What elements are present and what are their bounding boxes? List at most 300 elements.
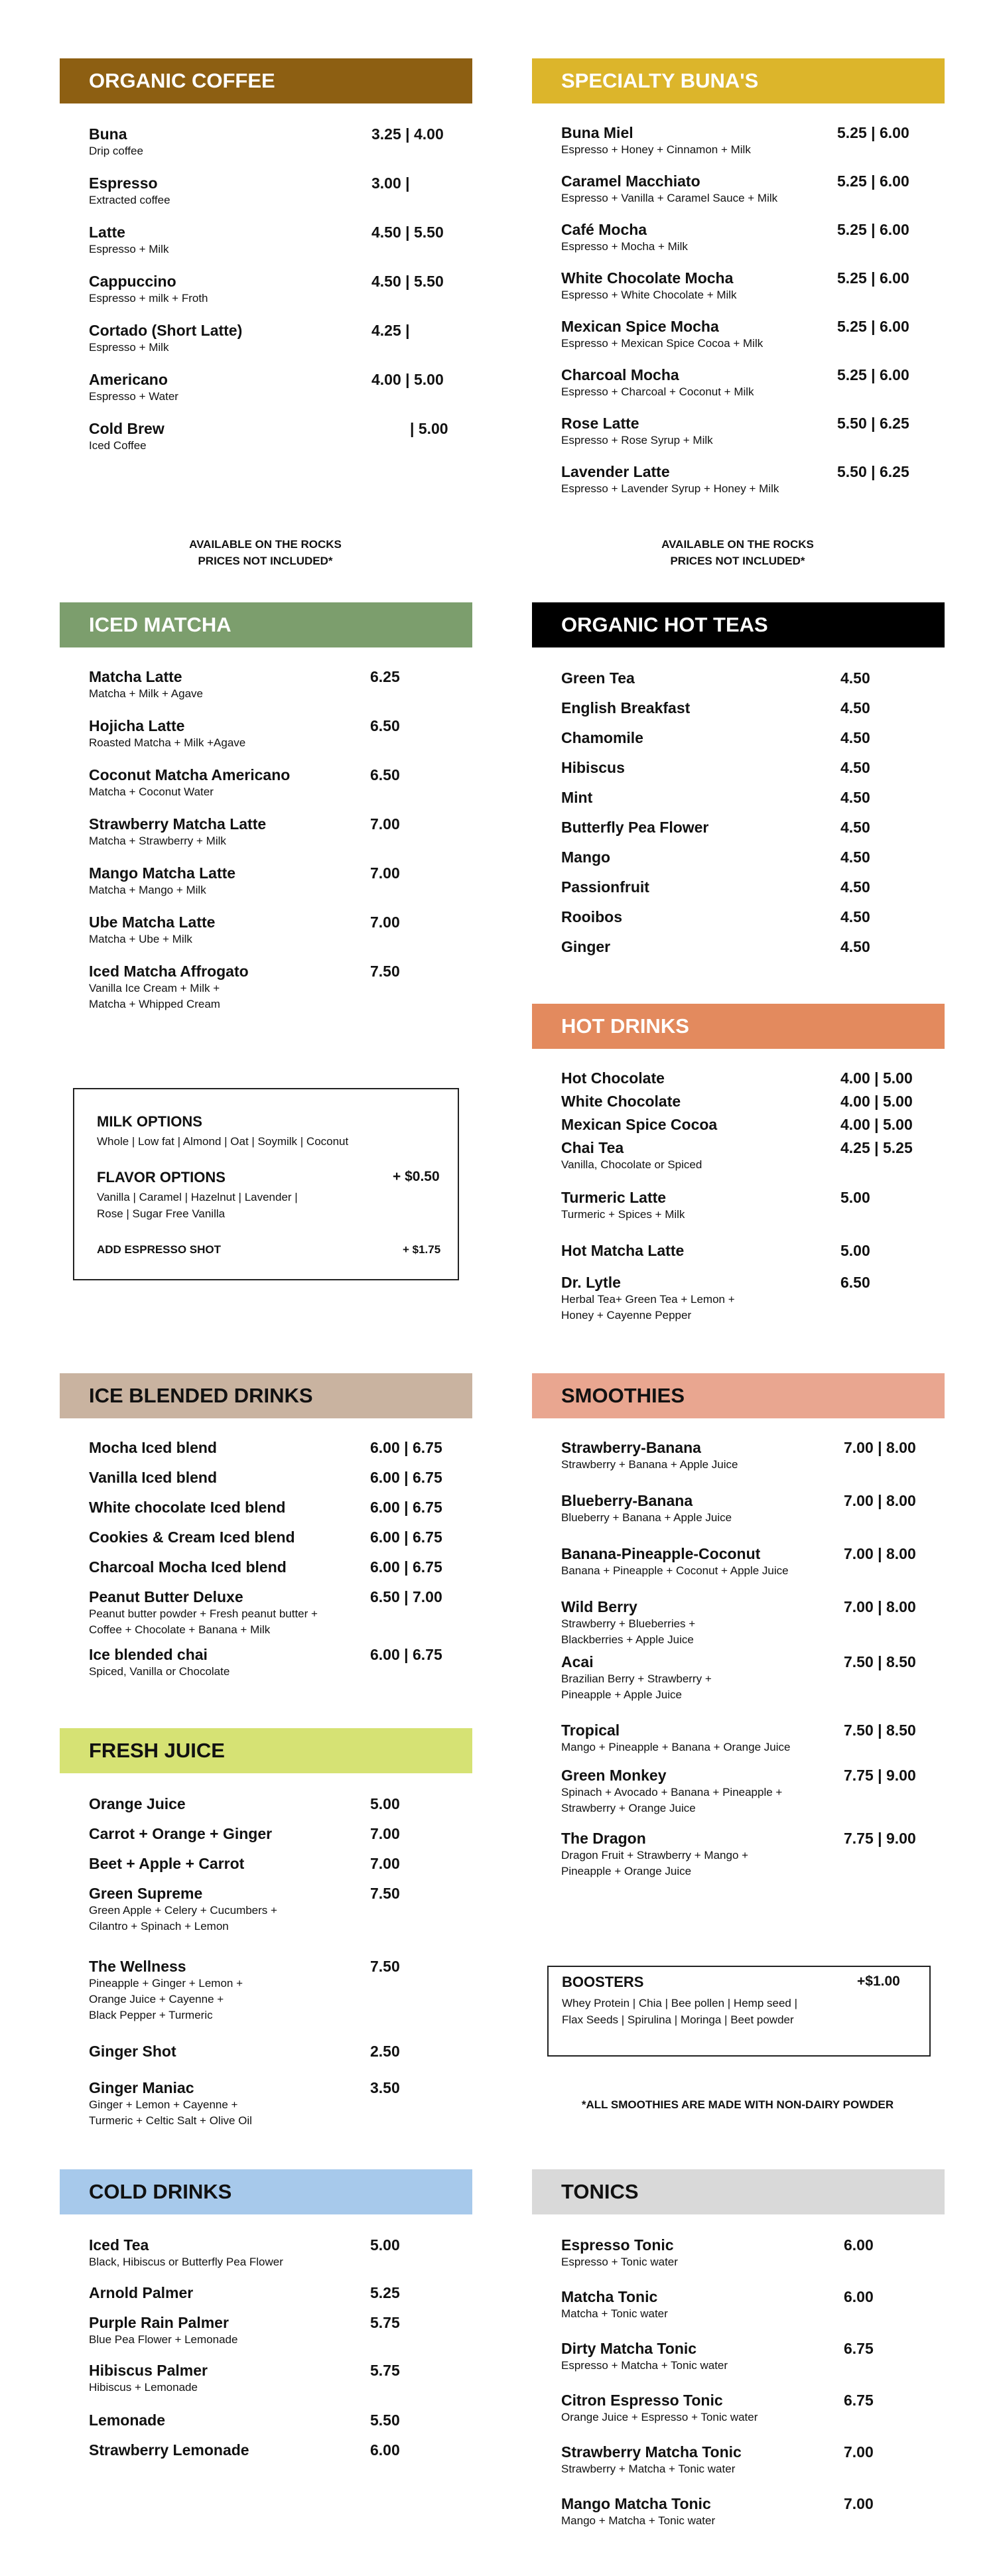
- boosters-title: BOOSTERS: [562, 1974, 644, 1990]
- section-header: ICED MATCHA: [60, 602, 472, 647]
- menu-item: [89, 125, 472, 159]
- milk-options-list: Whole | Low fat | Almond | Oat | Soymilk | Coconut: [97, 1135, 349, 1148]
- menu-item: [561, 220, 945, 255]
- menu-item: [89, 419, 472, 454]
- options-box: [73, 1088, 459, 1280]
- section-header: FRESH JUICE: [60, 1728, 472, 1773]
- section-organic-coffee: [60, 58, 472, 452]
- menu-item: [561, 2287, 945, 2322]
- menu-item: [89, 2078, 472, 2129]
- item-name: Strawberry Matcha Latte: [89, 815, 267, 833]
- item-description: Roasted Matcha + Milk +Agave: [89, 736, 246, 749]
- menu-item: [561, 462, 945, 497]
- section-header: ORGANIC COFFEE: [60, 58, 472, 103]
- item-price: 7.00: [844, 2443, 874, 2461]
- item-name: Purple Rain Palmer: [89, 2314, 229, 2331]
- item-price: 5.25 | 6.00: [837, 318, 909, 335]
- item-name: Arnold Palmer: [89, 2284, 194, 2301]
- item-price: 6.00: [844, 2236, 874, 2254]
- item-description: Strawberry + Blueberries + Blackberries + Apple Juice: [561, 1617, 696, 1646]
- item-price: 4.50 | 5.50: [371, 224, 444, 241]
- item-name: Strawberry Lemonade: [89, 2441, 249, 2459]
- item-description: Strawberry + Matcha + Tonic water: [561, 2463, 736, 2475]
- smoothies-non-dairy-note: *ALL SMOOTHIES ARE MADE WITH NON-DAIRY POWDER: [581, 2098, 894, 2111]
- item-price: 5.50 | 6.25: [837, 463, 909, 480]
- item-name: English Breakfast: [561, 699, 691, 716]
- item-description: Orange Juice + Espresso + Tonic water: [561, 2411, 758, 2423]
- item-name: Charcoal Mocha Iced blend: [89, 1558, 287, 1576]
- menu-item: [89, 1645, 472, 1680]
- menu-item: [561, 669, 945, 687]
- item-description: Espresso + Mocha + Milk: [561, 240, 688, 253]
- milk-options-title: MILK OPTIONS: [97, 1113, 202, 1130]
- menu-item: [89, 1468, 472, 1487]
- item-description: Espresso + Matcha + Tonic water: [561, 2359, 728, 2372]
- section-hot-drinks: [532, 1004, 945, 1322]
- item-name: Cookies & Cream Iced blend: [89, 1528, 295, 1546]
- item-description: Spiced, Vanilla or Chocolate: [89, 1665, 230, 1678]
- item-name: Vanilla Iced blend: [89, 1469, 218, 1486]
- espresso-shot-price: + $1.75: [403, 1243, 441, 1256]
- menu-item: [89, 2042, 472, 2061]
- item-price: 7.75 | 9.00: [844, 1767, 916, 1784]
- item-name: Wild Berry: [561, 1598, 637, 1615]
- item-name: Hibiscus: [561, 759, 625, 776]
- item-description: Green Apple + Celery + Cucumbers + Cilantro + Spinach + Lemon: [89, 1904, 277, 1932]
- item-name: Green Tea: [561, 669, 635, 687]
- item-name: Hot Chocolate: [561, 1069, 665, 1087]
- item-price: 7.50: [370, 1885, 400, 1902]
- menu-item: [561, 2391, 945, 2425]
- section-header: HOT DRINKS: [532, 1004, 945, 1049]
- item-name: Caramel Macchiato: [561, 172, 700, 190]
- boosters-list: Whey Protein | Chia | Bee pollen | Hemp seed | Flax Seeds | Spirulina | Moringa | Beet powder: [562, 1997, 798, 2026]
- item-description: Pineapple + Ginger + Lemon + Orange Juice + Cayenne + Black Pepper + Turmeric: [89, 1977, 243, 2021]
- section-header: SMOOTHIES: [532, 1373, 945, 1418]
- item-description: Peanut butter powder + Fresh peanut butter + Coffee + Chocolate + Banana + Milk: [89, 1607, 318, 1636]
- item-price: 7.00: [844, 2495, 874, 2512]
- item-name: White chocolate Iced blend: [89, 1499, 286, 1516]
- item-description: Espresso + Lavender Syrup + Honey + Milk: [561, 482, 779, 495]
- menu-item: [89, 1957, 472, 2023]
- item-description: Matcha + Mango + Milk: [89, 884, 206, 896]
- menu-item: [89, 962, 472, 1012]
- item-name: Banana-Pineapple-Coconut: [561, 1545, 761, 1562]
- item-price: 5.75: [370, 2314, 400, 2331]
- menu-item: [561, 1597, 945, 1648]
- section-header: ICE BLENDED DRINKS: [60, 1373, 472, 1418]
- item-description: Espresso + Tonic water: [561, 2256, 678, 2268]
- flavor-options-title: FLAVOR OPTIONS: [97, 1169, 226, 1186]
- menu-item: [561, 1721, 945, 1755]
- item-price: 4.50: [840, 819, 870, 836]
- menu-item: [89, 766, 472, 800]
- menu-item: [561, 414, 945, 448]
- menu-item: [561, 1115, 945, 1134]
- item-price: 5.75: [370, 2362, 400, 2379]
- item-name: Coconut Matcha Americano: [89, 766, 291, 783]
- menu-item: [561, 317, 945, 352]
- item-name: Espresso Tonic: [561, 2236, 674, 2254]
- menu-item: [89, 1558, 472, 1576]
- item-name: Matcha Tonic: [561, 2288, 658, 2305]
- item-name: Charcoal Mocha: [561, 366, 679, 383]
- menu-item: [89, 2313, 472, 2348]
- item-name: Strawberry Matcha Tonic: [561, 2443, 742, 2461]
- item-name: Hibiscus Palmer: [89, 2362, 208, 2379]
- item-price: 2.50: [370, 2043, 400, 2060]
- menu-item: [89, 2361, 472, 2396]
- item-name: Mango: [561, 848, 611, 866]
- menu-item: [561, 1273, 945, 1323]
- menu-item: [89, 321, 472, 356]
- item-price: 6.25: [370, 668, 400, 685]
- item-price: 7.00 | 8.00: [844, 1598, 916, 1615]
- item-price: 4.50 | 5.50: [371, 273, 444, 290]
- item-price: 4.50: [840, 848, 870, 866]
- item-price: 4.00 | 5.00: [840, 1093, 913, 1110]
- menu-item: [561, 172, 945, 206]
- item-name: Dr. Lytle: [561, 1274, 621, 1291]
- boosters-price: +$1.00: [857, 1974, 900, 1989]
- menu-item: [561, 1491, 945, 1526]
- item-name: Chai Tea: [561, 1139, 624, 1156]
- item-name: Americano: [89, 371, 168, 388]
- item-description: Brazilian Berry + Strawberry + Pineapple + Apple Juice: [561, 1672, 712, 1701]
- item-description: Banana + Pineapple + Coconut + Apple Juice: [561, 1564, 789, 1577]
- menu-item: [89, 223, 472, 257]
- menu-item: [561, 1653, 945, 1703]
- menu-item: [561, 1241, 945, 1260]
- item-description: Hibiscus + Lemonade: [89, 2381, 198, 2394]
- menu-item: [89, 1438, 472, 1457]
- menu-item: [561, 1829, 945, 1879]
- item-price: 5.00: [840, 1189, 870, 1206]
- menu-item: [89, 1854, 472, 1873]
- menu-item: [89, 1528, 472, 1546]
- menu-item: [89, 1884, 472, 1934]
- menu-item: [89, 2236, 472, 2270]
- item-name: Strawberry-Banana: [561, 1439, 701, 1456]
- item-description: Dragon Fruit + Strawberry + Mango + Pineapple + Orange Juice: [561, 1849, 749, 1877]
- item-name: Turmeric Latte: [561, 1189, 667, 1206]
- item-price: 4.50: [840, 789, 870, 806]
- item-description: Drip coffee: [89, 145, 143, 157]
- item-description: Extracted coffee: [89, 194, 170, 206]
- flavor-options-list: Vanilla | Caramel | Hazelnut | Lavender | Rose | Sugar Free Vanilla: [97, 1191, 298, 1220]
- item-price: 4.50: [840, 699, 870, 716]
- section-header: COLD DRINKS: [60, 2169, 472, 2214]
- item-price: 6.50: [370, 766, 400, 783]
- item-name: Mint: [561, 789, 593, 806]
- menu-item: [561, 728, 945, 747]
- item-price: 3.00 |: [371, 174, 410, 192]
- section-fresh-juice: [60, 1728, 472, 2127]
- item-name: Lemonade: [89, 2411, 166, 2429]
- item-price: 5.25 | 6.00: [837, 124, 909, 141]
- item-description: Espresso + Honey + Cinnamon + Milk: [561, 143, 751, 156]
- menu-item: [561, 1766, 945, 1816]
- item-price: 7.50: [370, 1958, 400, 1975]
- item-price: 7.00: [370, 914, 400, 931]
- item-price: 7.00: [370, 1825, 400, 1842]
- item-price: 4.50: [840, 669, 870, 687]
- item-price: 5.50 | 6.25: [837, 415, 909, 432]
- item-name: Green Monkey: [561, 1767, 667, 1784]
- item-name: Dirty Matcha Tonic: [561, 2340, 697, 2357]
- item-name: Rooibos: [561, 908, 622, 925]
- menu-item: [561, 269, 945, 303]
- item-description: Turmeric + Spices + Milk: [561, 1208, 685, 1221]
- item-name: Iced Matcha Affrogato: [89, 963, 249, 980]
- item-price: 6.00: [370, 2441, 400, 2459]
- item-price: 7.00 | 8.00: [844, 1492, 916, 1509]
- menu-item: [561, 848, 945, 866]
- item-price: 4.25 | 5.25: [840, 1139, 913, 1156]
- item-description: Blue Pea Flower + Lemonade: [89, 2333, 238, 2346]
- item-description: Mango + Matcha + Tonic water: [561, 2514, 716, 2527]
- menu-item: [561, 908, 945, 926]
- item-price: 7.50 | 8.50: [844, 1653, 916, 1670]
- item-name: Cortado (Short Latte): [89, 322, 243, 339]
- menu-item: [89, 864, 472, 898]
- item-name: White Chocolate: [561, 1093, 681, 1110]
- menu-item: [561, 1188, 945, 1223]
- item-price: 7.00 | 8.00: [844, 1545, 916, 1562]
- item-description: Black, Hibiscus or Butterfly Pea Flower: [89, 2256, 283, 2268]
- section-ice-blended-drinks: [60, 1373, 472, 1678]
- item-name: Matcha Latte: [89, 668, 182, 685]
- item-description: Blueberry + Banana + Apple Juice: [561, 1511, 732, 1524]
- item-name: Mexican Spice Mocha: [561, 318, 719, 335]
- item-description: Matcha + Ube + Milk: [89, 933, 192, 945]
- item-name: Acai: [561, 1653, 594, 1670]
- item-price: 7.00 | 8.00: [844, 1439, 916, 1456]
- item-price: 6.00 | 6.75: [370, 1528, 442, 1546]
- item-name: Orange Juice: [89, 1795, 186, 1812]
- item-description: Espresso + Mexican Spice Cocoa + Milk: [561, 337, 763, 350]
- item-name: White Chocolate Mocha: [561, 269, 734, 287]
- item-name: Carrot + Orange + Ginger: [89, 1825, 273, 1842]
- menu-item: [561, 123, 945, 158]
- item-price: 6.75: [844, 2340, 874, 2357]
- item-description: Iced Coffee: [89, 439, 147, 452]
- item-price: 5.00: [370, 1795, 400, 1812]
- item-name: Mexican Spice Cocoa: [561, 1116, 718, 1133]
- item-name: The Wellness: [89, 1958, 186, 1975]
- item-description: Matcha + Tonic water: [561, 2307, 668, 2320]
- item-name: Mango Matcha Tonic: [561, 2495, 711, 2512]
- item-description: Matcha + Milk + Agave: [89, 687, 203, 700]
- item-price: 6.00 | 6.75: [370, 1469, 442, 1486]
- item-name: Rose Latte: [561, 415, 639, 432]
- on-the-rocks-note: AVAILABLE ON THE ROCKS PRICES NOT INCLUDED*: [189, 538, 342, 567]
- menu-item: [89, 667, 472, 702]
- item-description: Espresso + Milk: [89, 341, 169, 354]
- item-description: Espresso + milk + Froth: [89, 292, 208, 305]
- menu-item: [561, 2443, 945, 2477]
- item-name: Espresso: [89, 174, 158, 192]
- item-price: 4.50: [840, 759, 870, 776]
- item-name: Cappuccino: [89, 273, 176, 290]
- item-description: Mango + Pineapple + Banana + Orange Juice: [561, 1741, 791, 1753]
- item-price: 4.25 |: [371, 322, 410, 339]
- item-price: 5.00: [370, 2236, 400, 2254]
- item-price: 7.50 | 8.50: [844, 1722, 916, 1739]
- menu-item: [561, 2339, 945, 2374]
- item-price: 6.00 | 6.75: [370, 1439, 442, 1456]
- section-header: ORGANIC HOT TEAS: [532, 602, 945, 647]
- item-price: 6.00 | 6.75: [370, 1499, 442, 1516]
- item-name: Ginger Shot: [89, 2043, 176, 2060]
- item-name: Beet + Apple + Carrot: [89, 1855, 245, 1872]
- menu-item: [89, 370, 472, 405]
- item-price: 5.50: [370, 2411, 400, 2429]
- item-description: Matcha + Coconut Water: [89, 785, 214, 798]
- item-name: Latte: [89, 224, 125, 241]
- menu-item: [89, 2441, 472, 2459]
- menu-item: [89, 913, 472, 947]
- item-name: Chamomile: [561, 729, 643, 746]
- item-description: Espresso + Charcoal + Coconut + Milk: [561, 385, 754, 398]
- espresso-shot-label: ADD ESPRESSO SHOT: [97, 1243, 222, 1256]
- menu-item: [561, 937, 945, 956]
- item-description: Espresso + Milk: [89, 243, 169, 255]
- item-price: 5.25 | 6.00: [837, 172, 909, 190]
- menu-item: [561, 1544, 945, 1579]
- item-price: 3.50: [370, 2079, 400, 2096]
- item-price: 7.50: [370, 963, 400, 980]
- item-price: 7.00: [370, 1855, 400, 1872]
- item-price: 4.00 | 5.00: [840, 1069, 913, 1087]
- item-name: Hot Matcha Latte: [561, 1242, 685, 1259]
- menu-item: [89, 1588, 472, 1638]
- menu-item: [89, 272, 472, 306]
- item-price: 4.50: [840, 908, 870, 925]
- item-name: Hojicha Latte: [89, 717, 185, 734]
- item-price: 4.50: [840, 878, 870, 896]
- menu-item: [561, 818, 945, 837]
- item-name: Citron Espresso Tonic: [561, 2392, 723, 2409]
- item-name: Buna: [89, 125, 127, 143]
- menu-item: [561, 699, 945, 717]
- item-description: Herbal Tea+ Green Tea + Lemon + Honey + Cayenne Pepper: [561, 1293, 735, 1322]
- item-name: The Dragon: [561, 1830, 646, 1847]
- menu-item: [561, 1138, 945, 1173]
- item-description: Strawberry + Banana + Apple Juice: [561, 1458, 738, 1471]
- item-description: Espresso + Vanilla + Caramel Sauce + Milk: [561, 192, 778, 204]
- menu-item: [89, 2283, 472, 2302]
- item-description: Vanilla Ice Cream + Milk + Matcha + Whipped Cream: [89, 982, 220, 1010]
- item-description: Vanilla, Chocolate or Spiced: [561, 1158, 702, 1171]
- item-description: Ginger + Lemon + Cayenne + Turmeric + Celtic Salt + Olive Oil: [89, 2098, 252, 2127]
- item-description: Spinach + Avocado + Banana + Pineapple + Strawberry + Orange Juice: [561, 1786, 783, 1814]
- flavor-options-price: + $0.50: [393, 1169, 440, 1184]
- item-description: Matcha + Strawberry + Milk: [89, 835, 226, 847]
- section-header: SPECIALTY BUNA'S: [532, 58, 945, 103]
- item-name: Ice blended chai: [89, 1646, 208, 1663]
- item-name: Mocha Iced blend: [89, 1439, 217, 1456]
- item-price: 4.50: [840, 938, 870, 955]
- item-price: 4.00 | 5.00: [840, 1116, 913, 1133]
- item-price: 6.00 | 6.75: [370, 1558, 442, 1576]
- item-price: 5.25 | 6.00: [837, 221, 909, 238]
- item-name: Butterfly Pea Flower: [561, 819, 709, 836]
- section-specialty-bunas: [532, 58, 945, 495]
- menu-item: [89, 815, 472, 849]
- menu-item: [89, 716, 472, 751]
- menu-item: [561, 758, 945, 777]
- item-name: Ube Matcha Latte: [89, 914, 216, 931]
- menu-item: [561, 878, 945, 896]
- item-name: Café Mocha: [561, 221, 647, 238]
- menu-item: [89, 1824, 472, 1843]
- menu-item: [89, 1498, 472, 1517]
- item-name: Iced Tea: [89, 2236, 149, 2254]
- boosters-box: [547, 1966, 931, 2057]
- item-name: Ginger Maniac: [89, 2079, 194, 2096]
- item-price: 5.25 | 6.00: [837, 269, 909, 287]
- item-price: 4.50: [840, 729, 870, 746]
- section-cold-drinks: [60, 2169, 472, 2459]
- item-name: Ginger: [561, 938, 611, 955]
- section-iced-matcha: [60, 602, 472, 1010]
- item-price: 6.50: [370, 717, 400, 734]
- item-price: 6.00 | 6.75: [370, 1646, 442, 1663]
- menu-item: [561, 1438, 945, 1473]
- section-organic-hot-teas: [532, 602, 945, 955]
- menu-item: [561, 1069, 945, 1087]
- section-header: TONICS: [532, 2169, 945, 2214]
- item-name: Buna Miel: [561, 124, 633, 141]
- item-price: 7.00: [370, 815, 400, 833]
- section-smoothies: [532, 1373, 945, 1877]
- item-price: 5.25: [370, 2284, 400, 2301]
- section-tonics: [532, 2169, 945, 2527]
- menu-item: [561, 788, 945, 807]
- item-name: Tropical: [561, 1722, 620, 1739]
- item-price: 6.00: [844, 2288, 874, 2305]
- item-name: Lavender Latte: [561, 463, 670, 480]
- item-price: 3.25 | 4.00: [371, 125, 444, 143]
- item-name: Peanut Butter Deluxe: [89, 1588, 243, 1605]
- item-name: Cold Brew: [89, 420, 165, 437]
- menu-item: [561, 2236, 945, 2270]
- menu-item: [561, 2494, 945, 2529]
- item-price: 7.75 | 9.00: [844, 1830, 916, 1847]
- item-description: Espresso + Rose Syrup + Milk: [561, 434, 713, 446]
- item-name: Green Supreme: [89, 1885, 203, 1902]
- menu-item: [561, 1092, 945, 1111]
- item-price: 5.25 | 6.00: [837, 366, 909, 383]
- menu-item: [561, 366, 945, 400]
- item-name: Mango Matcha Latte: [89, 864, 236, 882]
- item-price: 5.00: [840, 1242, 870, 1259]
- menu-item: [89, 174, 472, 208]
- item-price: 4.00 | 5.00: [371, 371, 444, 388]
- on-the-rocks-note: AVAILABLE ON THE ROCKS PRICES NOT INCLUDED*: [661, 538, 814, 567]
- item-price: | 5.00: [410, 420, 448, 437]
- item-name: Blueberry-Banana: [561, 1492, 693, 1509]
- item-price: 6.50 | 7.00: [370, 1588, 442, 1605]
- item-price: 6.50: [840, 1274, 870, 1291]
- item-price: 6.75: [844, 2392, 874, 2409]
- item-description: Espresso + Water: [89, 390, 178, 403]
- item-price: 7.00: [370, 864, 400, 882]
- item-name: Passionfruit: [561, 878, 649, 896]
- menu-item: [89, 1795, 472, 1813]
- menu-item: [89, 2411, 472, 2429]
